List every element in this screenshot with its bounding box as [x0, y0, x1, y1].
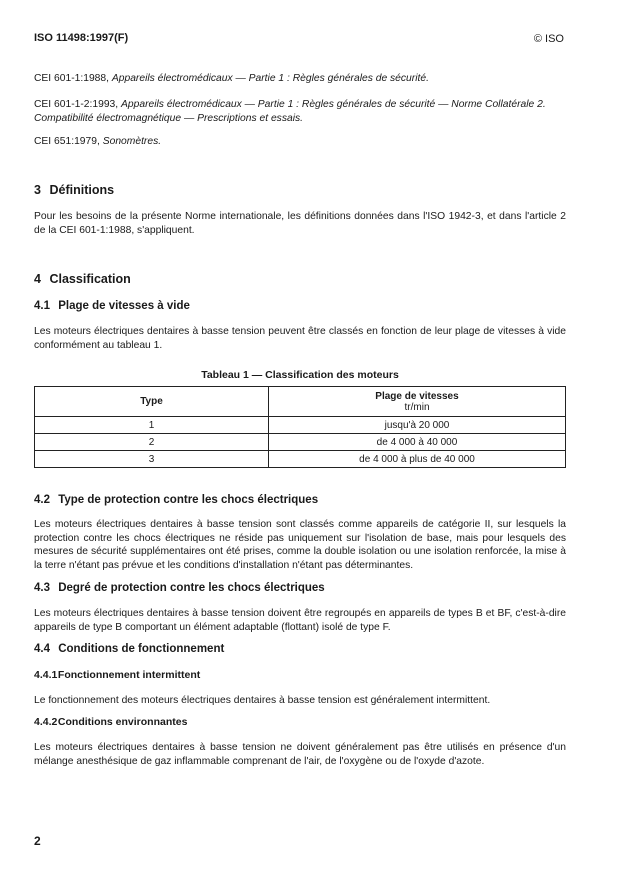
cell-type: 3 [35, 451, 269, 468]
cell-type: 2 [35, 434, 269, 451]
section-number: 4.2 [34, 494, 50, 506]
section-title: Fonctionnement intermittent [57, 669, 201, 681]
section-3-text: Pour les besoins de la présente Norme internationale, les définitions données dans l'ISO 1942-3, et dans l'article 2 de la CEI 601-1:1988, s'appliquent. [34, 211, 566, 236]
section-number: 4.3 [34, 582, 50, 594]
section-number: 4.4.1 [34, 669, 58, 681]
section-4-4-heading [34, 643, 224, 655]
section-title: Définitions [49, 183, 115, 197]
header-speed-range-label: Plage de vitesses [375, 390, 459, 402]
section-4-2-heading [34, 494, 318, 506]
section-title: Type de protection contre les chocs électriques [58, 494, 319, 506]
cell-range: de 4 000 à plus de 40 000 [269, 451, 566, 468]
section-number: 4 [34, 272, 41, 286]
reference-title: Appareils électromédicaux — Partie 1 : Règles générales de sécurité. [111, 73, 429, 84]
section-4-4-1-text: Le fonctionnement des moteurs électriques dentaires à basse tension est généralement intermittent. [34, 695, 491, 706]
section-4-1-text: Les moteurs électriques dentaires à basse tension peuvent être classés en fonction de leur plage de vitesses à vide conformément au tableau 1. [34, 326, 566, 351]
reference-item [34, 98, 574, 126]
table-caption: Tableau 1 — Classification des moteurs [201, 369, 399, 381]
document-id: ISO 11498:1997(F) [34, 32, 129, 44]
section-title: Classification [49, 272, 131, 286]
section-3-heading [34, 183, 114, 197]
section-number: 3 [34, 183, 41, 197]
reference-code: CEI 601-1:1988, [34, 73, 109, 84]
section-title: Plage de vitesses à vide [58, 300, 190, 312]
section-number: 4.4 [34, 643, 50, 655]
section-4-4-2-text: Les moteurs électriques dentaires à basse tension ne doivent généralement pas être utilisés en présence d'un mélange anesthésique de gaz inflammable comprenant de l'air, de l'oxygène ou de l'oxyde d'azote. [34, 742, 566, 767]
section-title: Conditions environnantes [57, 716, 188, 728]
section-4-2-text: Les moteurs électriques dentaires à basse tension sont classés comme appareils de catégorie II, sur lesquels la protection contre les chocs électriques ne réside pas uniquement sur l'isolation de base, mais pour lesquels des mesures de sécurité supplémentaires ont été prises, comme la double isolation ou une isolation renforcée, la mise à la terre n'étant pas prévue et les conditions d'installation n'étant pas déterminantes. [34, 519, 566, 571]
section-number: 4.1 [34, 300, 50, 312]
cell-range: jusqu'à 20 000 [269, 417, 566, 434]
cell-range: de 4 000 à 40 000 [269, 434, 566, 451]
reference-code: CEI 601-1-2:1993, [34, 99, 119, 110]
copyright-mark: © ISO [533, 33, 564, 45]
section-title: Degré de protection contre les chocs électriques [58, 582, 325, 594]
section-4-4-2-heading [34, 716, 187, 728]
table-header-row [35, 387, 566, 417]
section-title: Conditions de fonctionnement [58, 643, 225, 655]
section-4-3-heading [34, 582, 325, 594]
page-number: 2 [34, 834, 41, 848]
reference-item [34, 72, 574, 86]
reference-title: Sonomètres. [102, 136, 162, 147]
cell-type: 1 [35, 417, 269, 434]
section-number: 4.4.2 [34, 716, 58, 728]
header-speed-range [269, 387, 566, 417]
section-4-heading [34, 272, 131, 286]
section-4-4-1-heading [34, 669, 200, 681]
header-type: Type [35, 387, 269, 417]
reference-code: CEI 651:1979, [34, 136, 100, 147]
table-row [35, 434, 566, 451]
reference-item [34, 135, 574, 149]
table-row [35, 451, 566, 468]
section-4-1-heading [34, 300, 190, 312]
header-speed-unit: tr/min [404, 401, 430, 413]
reference-title: Appareils électromédicaux — Partie 1 : Règles générales de sécurité — Norme Collatérale 2. Compatibilité électromagnétique — Prescriptions et essais. [34, 99, 546, 124]
classification-table [34, 386, 566, 468]
section-4-3-text: Les moteurs électriques dentaires à basse tension doivent être regroupés en appareils de types B et BF, c'est-à-dire appareils de type B comportant un élément adaptable (flottant) isolé de type F. [34, 608, 566, 633]
table-row [35, 417, 566, 434]
